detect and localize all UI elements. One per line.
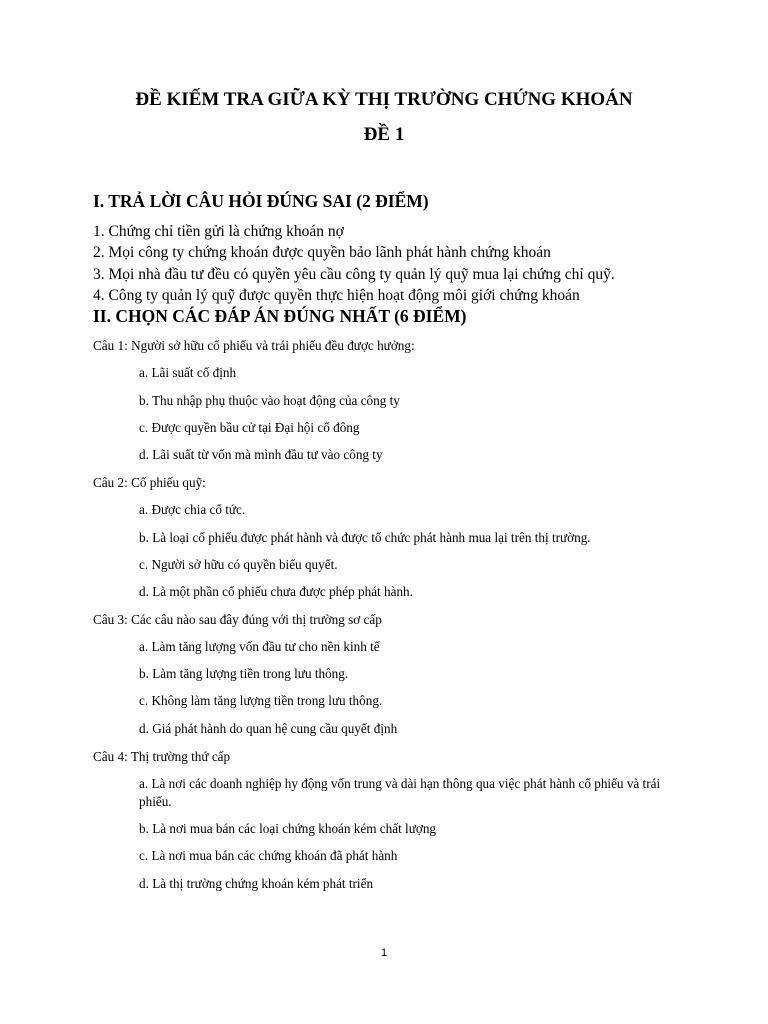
true-false-item: 2. Mọi công ty chứng khoán được quyền bảo lãnh phát hành chứng khoán bbox=[93, 244, 551, 262]
question-2-option-c: c. Người sở hữu có quyền biểu quyết. bbox=[139, 557, 338, 572]
question-4-option-a: a. Là nơi các doanh nghiệp hy động vốn trung và dài hạn thông qua việc phát hành cổ phiếu và trái phiếu. bbox=[139, 776, 661, 809]
question-1: Câu 1: Người sở hữu cổ phiếu và trái phiếu đều được hưởng: bbox=[93, 338, 415, 353]
true-false-item: 3. Mọi nhà đầu tư đều có quyền yêu cầu công ty quản lý quỹ mua lại chứng chỉ quỹ. bbox=[93, 265, 615, 283]
exam-subtitle: ĐỀ 1 bbox=[363, 124, 405, 145]
section-1-heading: I. TRẢ LỜI CÂU HỎI ĐÚNG SAI (2 ĐIỂM) bbox=[93, 191, 429, 211]
question-4: Câu 4: Thị trường thứ cấp bbox=[93, 749, 231, 764]
question-1-option-d: d. Lãi suất từ vốn mà mình đầu tư vào công ty bbox=[139, 447, 383, 462]
question-4-option-b: b. Là nơi mua bán các loại chứng khoán kém chất lượng bbox=[139, 821, 437, 836]
question-1-option-c: c. Được quyền bầu cử tại Đại hội cổ đông bbox=[139, 420, 360, 435]
question-2-option-b: b. Là loại cổ phiếu được phát hành và được tổ chức phát hành mua lại trên thị trường. bbox=[139, 530, 591, 545]
question-3: Câu 3: Các câu nào sau đây đúng với thị trường sơ cấp bbox=[93, 612, 382, 627]
exam-title: ĐỀ KIẾM TRA GIỮA KỲ THỊ TRƯỜNG CHỨNG KHOÁN bbox=[135, 89, 633, 110]
true-false-item: 4. Công ty quản lý quỹ được quyền thực hiện hoạt động môi giới chứng khoán bbox=[93, 286, 580, 304]
question-2-option-a: a. Được chia cổ tức. bbox=[139, 502, 246, 517]
question-2: Câu 2: Cổ phiếu quỹ: bbox=[93, 475, 206, 490]
question-3-option-b: b. Làm tăng lượng tiền trong lưu thông. bbox=[139, 666, 349, 681]
question-4-option-d: d. Là thị trường chứng khoán kém phát triển bbox=[139, 876, 374, 891]
true-false-item: 1. Chứng chỉ tiền gửi là chứng khoán nợ bbox=[93, 223, 344, 240]
question-3-option-d: d. Giá phát hành do quan hệ cung cầu quyết định bbox=[139, 721, 398, 736]
question-2-option-d: d. Là một phần cổ phiếu chưa được phép phát hành. bbox=[139, 584, 413, 599]
question-3-option-c: c. Không làm tăng lượng tiền trong lưu thông. bbox=[139, 693, 383, 708]
true-false-list bbox=[93, 221, 743, 306]
page-number: 1 bbox=[380, 947, 388, 959]
question-3-option-a: a. Làm tăng lượng vốn đầu tư cho nền kinh tế bbox=[139, 639, 380, 654]
question-1-option-a: a. Lãi suất cố định bbox=[139, 365, 237, 380]
question-4-option-c: c. Là nơi mua bán các chứng khoán đã phát hành bbox=[139, 848, 398, 863]
question-1-option-b: b. Thu nhập phụ thuộc vào hoạt động của công ty bbox=[139, 393, 400, 408]
section-2-heading: II. CHỌN CÁC ĐÁP ÁN ĐÚNG NHẤT (6 ĐIỂM) bbox=[93, 306, 467, 326]
